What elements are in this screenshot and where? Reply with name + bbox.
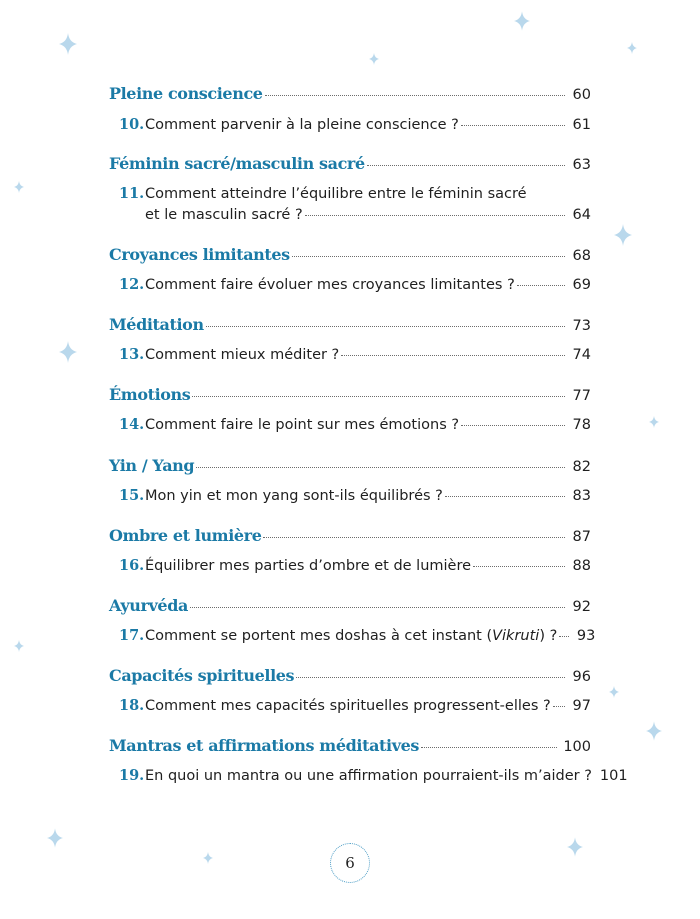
entry-title [145, 628, 557, 644]
leader-dots [296, 677, 565, 678]
toc-section-heading[interactable] [109, 154, 591, 173]
toc-section-heading[interactable] [109, 596, 591, 615]
toc-section-heading[interactable] [109, 456, 591, 475]
page-ref: 88 [572, 558, 591, 574]
page-ref: 74 [572, 347, 591, 363]
entry-number: 19. [119, 767, 145, 784]
leader-dots [473, 566, 565, 567]
page-number-badge [330, 843, 370, 883]
page-ref: 97 [572, 698, 591, 714]
page-ref: 63 [572, 157, 591, 173]
leader-dots [461, 125, 565, 126]
section-title: Émotions [109, 385, 191, 404]
toc-entry[interactable] [119, 697, 591, 714]
leader-dots [190, 607, 565, 608]
section-title: Ombre et lumière [109, 526, 262, 545]
entry-number: 15. [119, 487, 145, 504]
entry-number: 18. [119, 697, 145, 714]
entry-number: 13. [119, 346, 145, 363]
page-ref: 96 [572, 669, 591, 685]
leader-dots [305, 215, 565, 216]
entry-title-line2: et le masculin sacré ? [145, 207, 303, 223]
leader-dots [265, 95, 565, 96]
page-ref: 83 [572, 488, 591, 504]
entry-title: Comment mieux méditer ? [145, 347, 340, 363]
toc-entry[interactable] [119, 346, 591, 363]
leader-dots [553, 706, 565, 707]
entry-title-part: Comment se portent mes doshas à cet instant ( [145, 628, 493, 644]
toc-section-heading[interactable] [109, 315, 591, 334]
page-ref: 61 [572, 117, 591, 133]
section-title: Capacités spirituelles [109, 666, 295, 685]
page-ref: 77 [572, 388, 591, 404]
section-title: Méditation [109, 315, 204, 334]
leader-dots [367, 165, 565, 166]
toc-entry[interactable] [119, 185, 591, 223]
entry-title: Comment mes capacités spirituelles progressent-elles ? [145, 698, 551, 714]
entry-number: 16. [119, 557, 145, 574]
toc-section-heading[interactable] [109, 526, 591, 545]
page-ref: 92 [572, 599, 591, 615]
page-ref: 60 [572, 87, 591, 103]
page-ref: 101 [599, 768, 628, 784]
leader-dots [292, 256, 565, 257]
page-number: 6 [345, 854, 355, 872]
entry-number: 11. [119, 185, 145, 202]
leader-dots [206, 326, 565, 327]
section-title: Mantras et affirmations méditatives [109, 736, 419, 755]
toc-entry[interactable] [119, 767, 628, 784]
leader-dots [421, 747, 557, 748]
page-ref: 93 [576, 628, 596, 644]
entry-number: 14. [119, 416, 145, 433]
leader-dots [263, 537, 565, 538]
toc-section-heading[interactable] [109, 245, 591, 264]
section-title: Croyances limitantes [109, 245, 290, 264]
page-ref: 69 [572, 277, 591, 293]
toc-entry[interactable] [119, 557, 591, 574]
entry-number: 12. [119, 276, 145, 293]
toc-entry[interactable] [119, 487, 591, 504]
toc-section-heading[interactable] [109, 84, 591, 103]
section-title: Yin / Yang [109, 456, 195, 475]
entry-title: Comment faire évoluer mes croyances limitantes ? [145, 277, 515, 293]
page-ref: 82 [572, 459, 591, 475]
leader-dots [192, 396, 565, 397]
leader-dots [461, 425, 565, 426]
page-ref: 64 [572, 207, 591, 223]
entry-number: 17. [119, 627, 145, 644]
page-ref: 100 [563, 739, 591, 755]
leader-dots [559, 636, 569, 637]
toc-entry[interactable] [119, 116, 591, 133]
entry-title: Comment parvenir à la pleine conscience ? [145, 117, 459, 133]
entry-number: 10. [119, 116, 145, 133]
section-title: Féminin sacré/masculin sacré [109, 154, 365, 173]
toc-section-heading[interactable] [109, 736, 591, 755]
leader-dots [445, 496, 565, 497]
entry-title: Mon yin et mon yang sont-ils équilibrés ? [145, 488, 443, 504]
leader-dots [196, 467, 565, 468]
toc-entry[interactable] [119, 416, 591, 433]
entry-title-line1: Comment atteindre l’équilibre entre le féminin sacré [145, 186, 527, 202]
page-ref: 68 [572, 248, 591, 264]
entry-title: Équilibrer mes parties d’ombre et de lumière [145, 558, 472, 574]
page-ref: 78 [572, 417, 591, 433]
section-title: Ayurvéda [109, 596, 188, 615]
entry-title: Comment faire le point sur mes émotions ? [145, 417, 460, 433]
toc-entry[interactable] [119, 627, 596, 644]
entry-title-part: ) ? [539, 628, 558, 644]
toc-section-heading[interactable] [109, 385, 591, 404]
entry-title-italic: Vikruti [492, 628, 540, 644]
section-title: Pleine conscience [109, 84, 263, 103]
toc-section-heading[interactable] [109, 666, 591, 685]
entry-title: En quoi un mantra ou une affirmation pourraient-ils m’aider ? [145, 768, 592, 784]
page-ref: 87 [572, 529, 591, 545]
leader-dots [341, 355, 565, 356]
page-ref: 73 [572, 318, 591, 334]
leader-dots [517, 285, 565, 286]
toc-entry[interactable] [119, 276, 591, 293]
